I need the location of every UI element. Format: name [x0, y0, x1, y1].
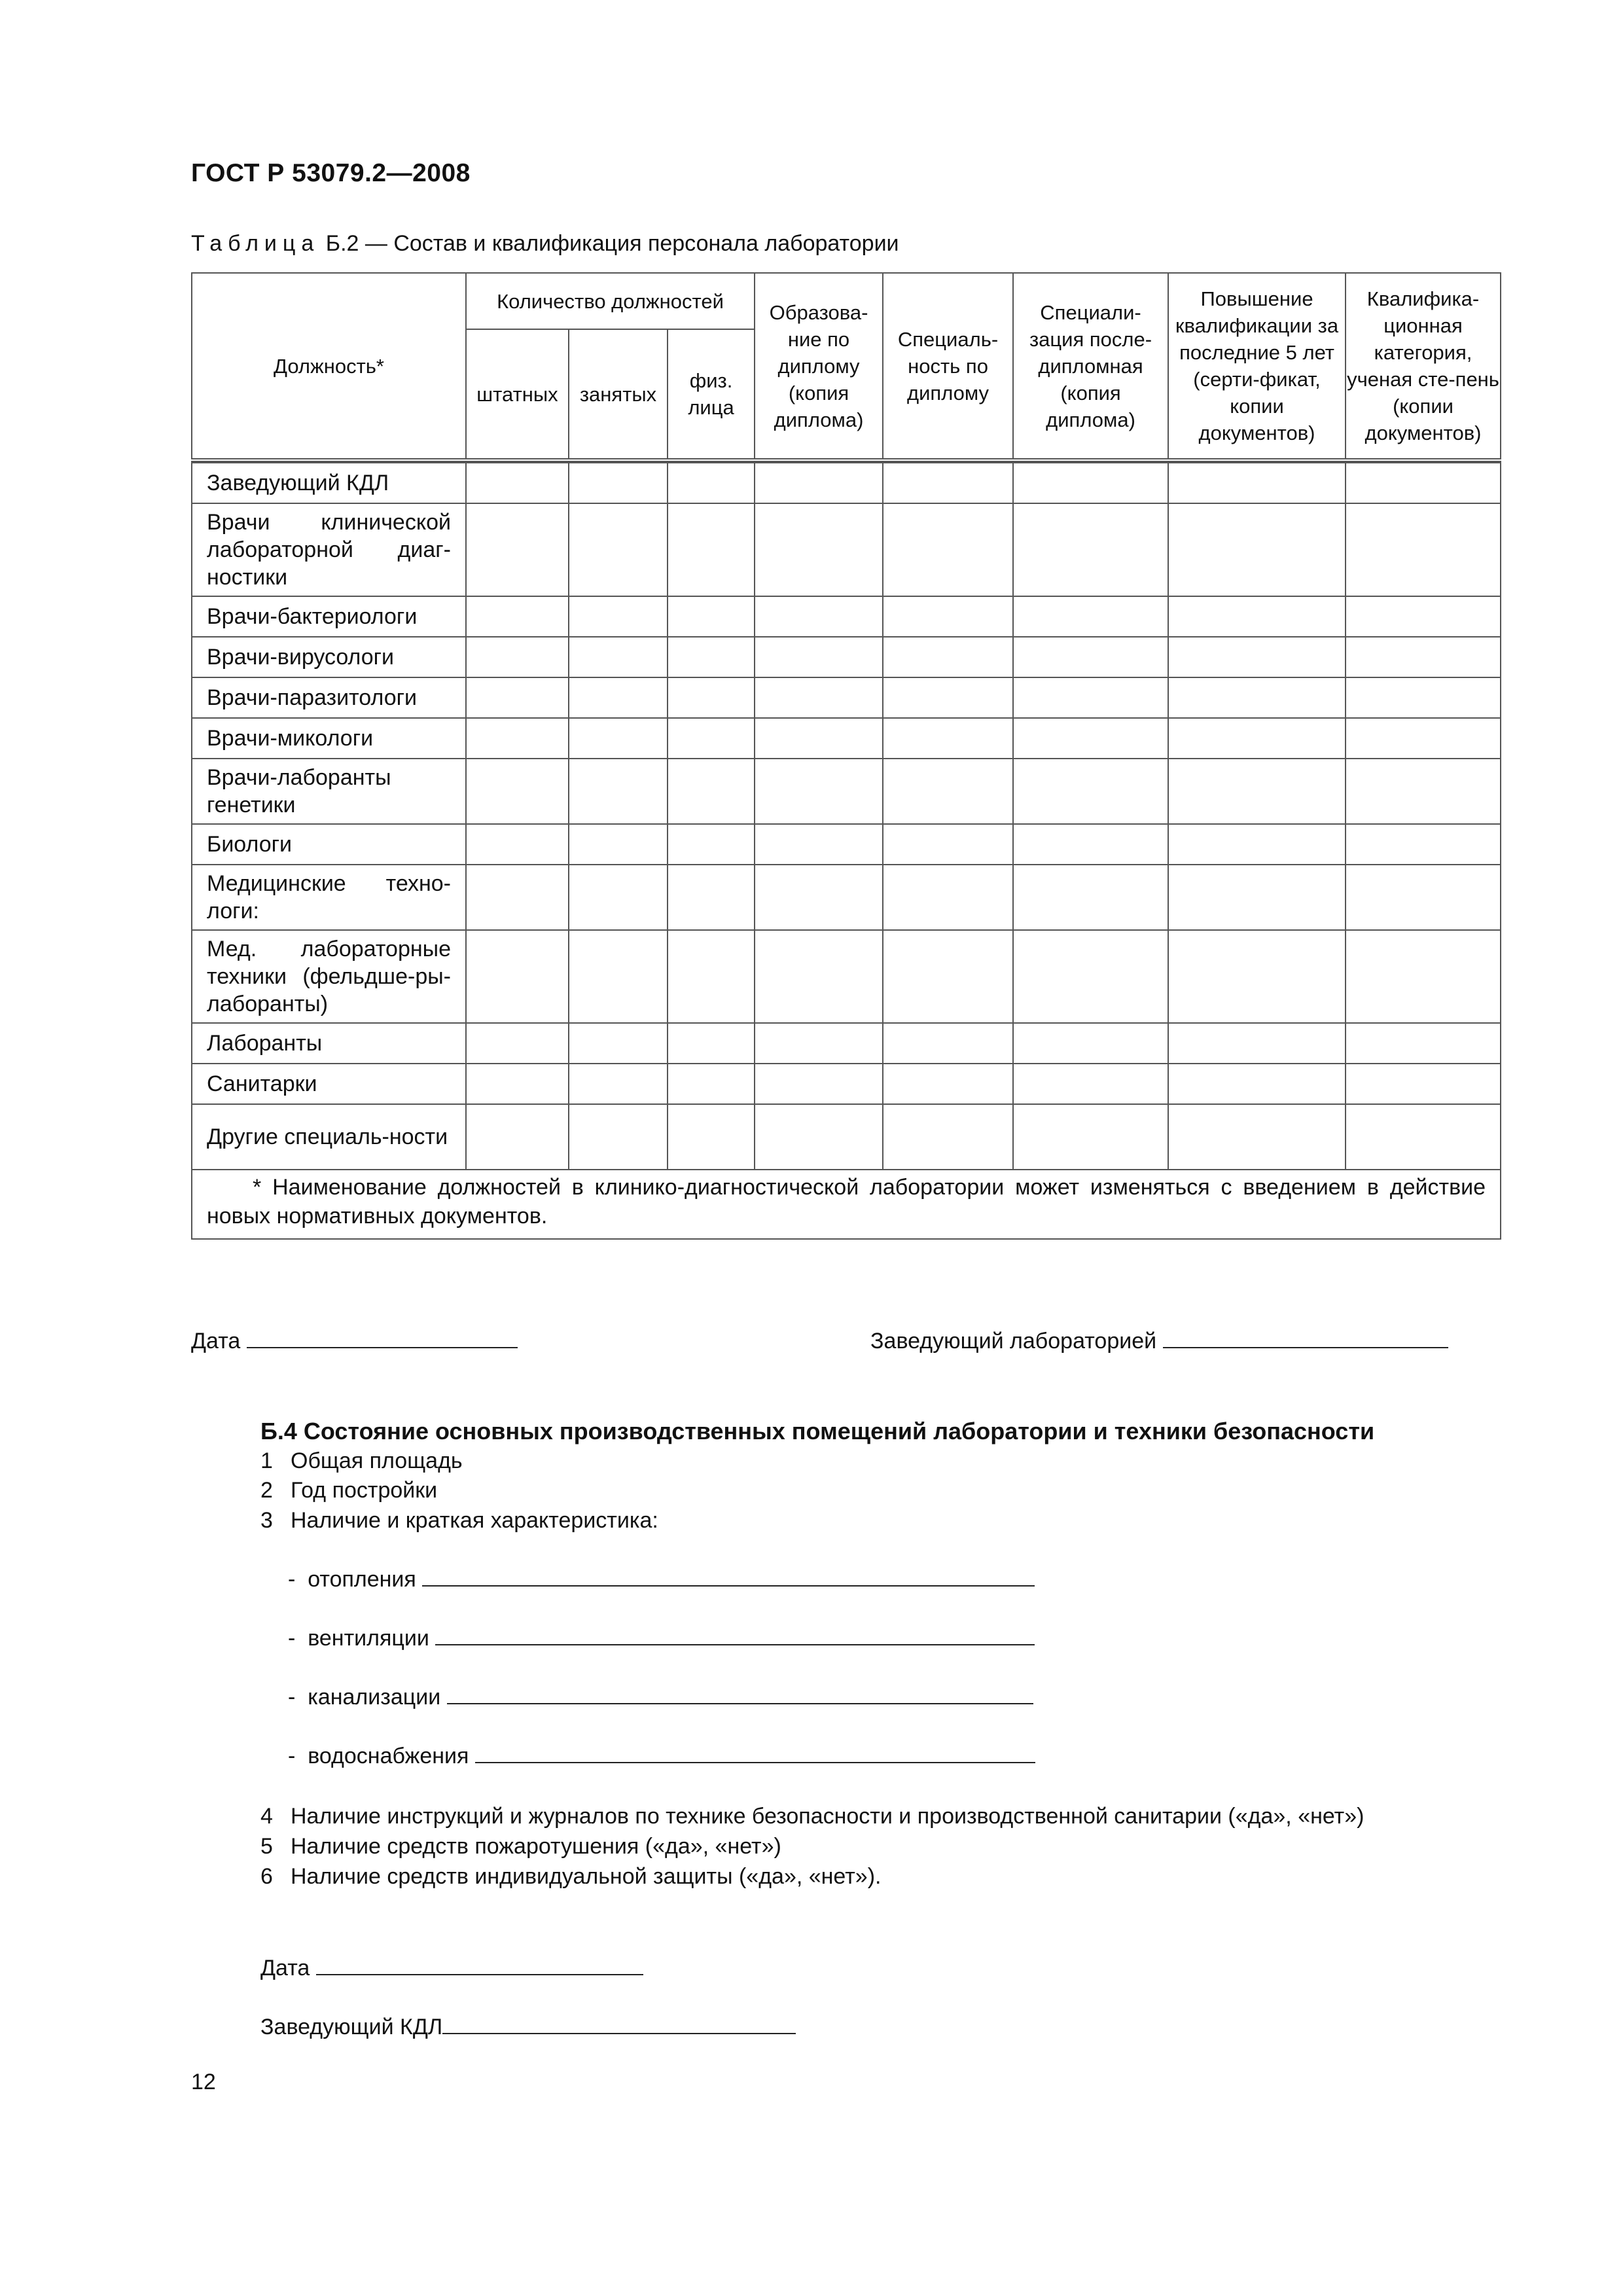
header-staff: штатных — [466, 329, 569, 460]
list-item — [260, 1864, 881, 1890]
table-row — [192, 463, 1501, 503]
sub-item: - водоснабжения — [288, 1744, 1035, 1769]
head-label: Заведующий лабораторией — [870, 1329, 1157, 1354]
item-text: Общая площадь — [291, 1448, 463, 1473]
table-row — [192, 596, 1501, 637]
sub-item: - канализации — [288, 1685, 1033, 1710]
table-row — [192, 677, 1501, 718]
item-text: Наличие инструкций и журналов по технике безопасности и производственной санитарии («да», «нет») — [291, 1804, 1364, 1829]
row-position: Врачи-паразитологи — [192, 677, 466, 718]
table-row — [192, 865, 1501, 930]
date-label: Дата — [260, 1956, 310, 1981]
header-specialization: Специали-зация после-дипломная (копия диплома) — [1013, 273, 1168, 460]
header-qualification-category: Квалифика-ционная категория, ученая сте-пень (копии документов) — [1346, 273, 1501, 460]
header-occupied: занятых — [569, 329, 668, 460]
header-position: Должность* — [192, 273, 466, 460]
table-row — [192, 637, 1501, 677]
row-position: Заведующий КДЛ — [192, 463, 466, 503]
item-num: 3 — [260, 1508, 273, 1533]
date-label: Дата — [191, 1329, 241, 1354]
sub-item-line[interactable] — [422, 1585, 1035, 1587]
row-position: Биологи — [192, 824, 466, 865]
sub-item-label: водоснабжения — [308, 1744, 469, 1768]
table-row — [192, 1104, 1501, 1170]
row-position: Другие специаль-ности — [192, 1104, 466, 1170]
list-item — [260, 1834, 781, 1859]
head-signature-1 — [870, 1329, 1448, 1354]
table-row — [192, 503, 1501, 596]
header-specialty: Специаль-ность по диплому — [883, 273, 1013, 460]
item-text: Наличие средств индивидуальной защиты («да», «нет»). — [291, 1864, 882, 1889]
list-item — [260, 1478, 437, 1503]
item-num: 6 — [260, 1864, 273, 1889]
row-position: Врачи-вирусологи — [192, 637, 466, 677]
list-item — [260, 1804, 1364, 1829]
table-caption — [191, 231, 899, 257]
header-individuals: физ. лица — [668, 329, 755, 460]
date-signature-1 — [191, 1329, 518, 1354]
row-position: Врачи-бактериологи — [192, 596, 466, 637]
item-num: 5 — [260, 1834, 273, 1859]
table-caption-prefix: Таблица — [191, 231, 320, 256]
row-position: Лаборанты — [192, 1023, 466, 1064]
item-num: 1 — [260, 1448, 273, 1473]
section-title: Б.4 Состояние основных производственных помещений лаборатории и техники безопасности — [260, 1418, 1375, 1444]
item-num: 2 — [260, 1478, 273, 1503]
row-position: Медицинские техно-логи: — [192, 865, 466, 930]
sub-item-line[interactable] — [475, 1761, 1035, 1763]
header-education: Образова-ние по диплому (копия диплома) — [755, 273, 883, 460]
document-header: ГОСТ Р 53079.2—2008 — [191, 159, 471, 187]
sub-item-label: вентиляции — [308, 1626, 429, 1651]
item-text: Год постройки — [291, 1478, 438, 1503]
head-line[interactable] — [1163, 1346, 1448, 1348]
table-row — [192, 1064, 1501, 1104]
table-row — [192, 759, 1501, 824]
sub-item-label: отопления — [308, 1567, 416, 1592]
list-item — [260, 1448, 463, 1474]
sub-item-line[interactable] — [447, 1702, 1033, 1704]
header-count-group: Количество должностей — [466, 273, 755, 329]
row-position: Врачи-лаборанты генетики — [192, 759, 466, 824]
sub-item: - отопления — [288, 1567, 1035, 1592]
header-qualification-upgrade: Повышение квалификации за последние 5 лет (серти-фикат, копии документов) — [1168, 273, 1346, 460]
footnote-text: * Наименование должностей в клинико-диагностической лаборатории может изменяться с введением в действие новых нормативных документов. — [207, 1175, 1486, 1229]
item-text: Наличие средств пожаротушения («да», «нет») — [291, 1834, 781, 1859]
date-line[interactable] — [247, 1346, 518, 1348]
table-row — [192, 824, 1501, 865]
table-footnote — [192, 1170, 1501, 1239]
sub-item-line[interactable] — [435, 1643, 1035, 1645]
table-row — [192, 718, 1501, 759]
sub-item-label: канализации — [308, 1685, 441, 1710]
item-num: 4 — [260, 1804, 273, 1829]
row-position: Мед. лабораторные техники (фельдше-ры-лаборанты) — [192, 930, 466, 1023]
table-row — [192, 1023, 1501, 1064]
list-item — [260, 1508, 658, 1534]
date-line[interactable] — [316, 1973, 643, 1975]
row-position: Санитарки — [192, 1064, 466, 1104]
item-text: Наличие и краткая характеристика: — [291, 1508, 658, 1533]
head-line[interactable] — [442, 2032, 796, 2034]
page-number: 12 — [191, 2070, 216, 2094]
table-caption-text: Б.2 — Состав и квалификация персонала лаборатории — [325, 231, 899, 256]
staff-table — [191, 272, 1501, 1240]
date-signature-2 — [260, 1956, 643, 1981]
head-label: Заведующий КДЛ — [260, 2015, 443, 2039]
head-signature-2 — [260, 2015, 796, 2040]
row-position: Врачи клинической лабораторной диаг-ностики — [192, 503, 466, 596]
row-position: Врачи-микологи — [192, 718, 466, 759]
sub-item: - вентиляции — [288, 1626, 1035, 1651]
table-row — [192, 930, 1501, 1023]
